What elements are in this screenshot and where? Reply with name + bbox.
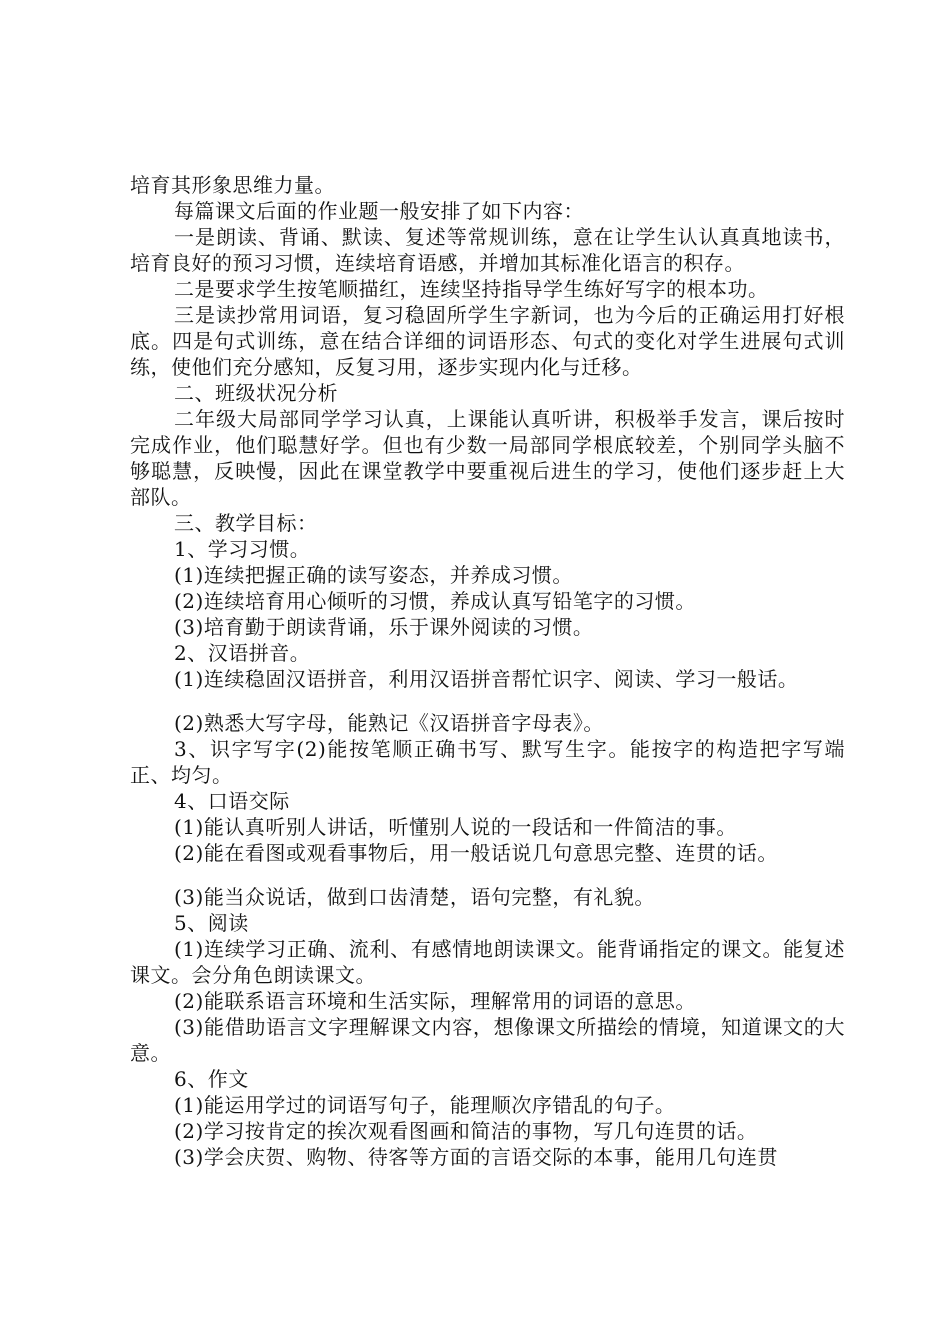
paragraph: 培育其形象思维力量。	[130, 173, 335, 197]
section-heading: 三、教学目标：	[174, 511, 318, 535]
list-item: (2)能在看图或观看事物后，用一般话说几句意思完整、连贯的话。	[174, 841, 778, 865]
list-item: (1)连续稳固汉语拼音，利用汉语拼音帮忙识字、阅读、学习一般话。	[174, 667, 799, 691]
list-item: (3)能借助语言文字理解课文内容，想像课文所描绘的情境，知道课文的大意。	[130, 1015, 845, 1065]
subsection-heading: 5、阅读	[174, 911, 249, 935]
list-item: (3)培育勤于朗读背诵，乐于课外阅读的习惯。	[174, 615, 594, 639]
list-item: (1)连续学习正确、流利、有感情地朗读课文。能背诵指定的课文。能复述课文。会分角色朗读课文。	[130, 937, 845, 987]
document-body	[130, 172, 845, 1170]
paragraph: 三是读抄常用词语，复习稳固所学生字新词，也为今后的正确运用打好根底。四是句式训练，意在结合详细的词语形态、句式的变化对学生进展句式训练，使他们充分感知，反复习用，逐步实现内化与迁移。	[130, 303, 845, 379]
section-heading: 二、班级状况分析	[174, 381, 338, 405]
list-item: (2)连续培育用心倾听的习惯，养成认真写铅笔字的习惯。	[174, 589, 696, 613]
list-item: (1)能运用学过的词语写句子，能理顺次序错乱的句子。	[174, 1093, 676, 1117]
list-item: (2)能联系语言环境和生活实际，理解常用的词语的意思。	[174, 989, 696, 1013]
list-item: (1)连续把握正确的读写姿态，并养成习惯。	[174, 563, 573, 587]
subsection-heading: 3、识字写字(2)能按笔顺正确书写、默写生字。能按字的构造把字写端正、均匀。	[130, 737, 845, 787]
paragraph: 二年级大局部同学学习认真，上课能认真听讲，积极举手发言，课后按时完成作业，他们聪慧好学。但也有少数一局部同学根底较差，个别同学头脑不够聪慧，反映慢，因此在课堂教学中要重视后进生的学习，使他们逐步赶上大部队。	[130, 407, 845, 509]
list-item: (2)学习按肯定的挨次观看图画和简洁的事物，写几句连贯的话。	[174, 1119, 758, 1143]
paragraph: 每篇课文后面的作业题一般安排了如下内容：	[174, 199, 584, 223]
list-item: (3)能当众说话，做到口齿清楚，语句完整，有礼貌。	[174, 885, 655, 909]
list-item: (3)学会庆贺、购物、待客等方面的言语交际的本事，能用几句连贯	[174, 1145, 778, 1169]
subsection-heading: 4、口语交际	[174, 789, 290, 813]
paragraph: 二是要求学生按笔顺描红，连续坚持指导学生练好写字的根本功。	[174, 277, 769, 301]
list-item: (1)能认真听别人讲话，听懂别人说的一段话和一件简洁的事。	[174, 815, 737, 839]
subsection-heading: 6、作文	[174, 1067, 249, 1091]
subsection-heading: 1、学习习惯。	[174, 537, 311, 561]
subsection-heading: 2、汉语拼音。	[174, 641, 311, 665]
paragraph: 一是朗读、背诵、默读、复述等常规训练，意在让学生认认真真地读书，培育良好的预习习惯，连续培育语感，并增加其标准化语言的积存。	[130, 225, 845, 275]
list-item: (2)熟悉大写字母，能熟记《汉语拼音字母表》。	[174, 711, 604, 735]
